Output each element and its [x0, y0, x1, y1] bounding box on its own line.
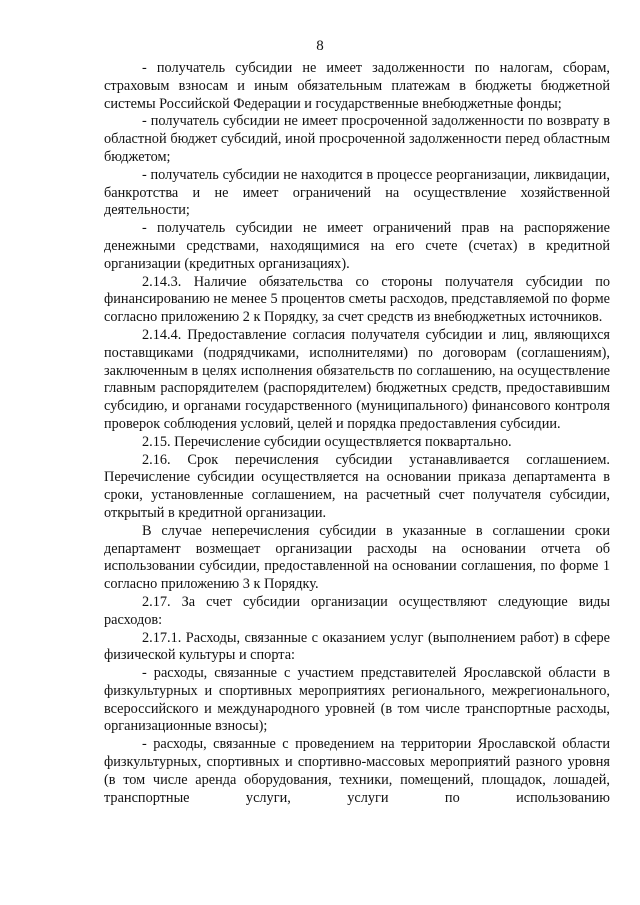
paragraph-2-15: 2.15. Перечисление субсидии осуществляется поквартально.	[142, 433, 512, 450]
paragraph-2-14-3: 2.14.3. Наличие обязательства со стороны получателя субсидии по финансированию не менее 5 процентов сметы расходов, представляемой по форме согласно приложению 2 к Порядку, за счет средств из внебюджетных источников.	[104, 273, 610, 326]
paragraph-no-account-restrictions: - получатель субсидии не имеет ограничений прав на распоряжение денежными средствами, находящимися на его счете (счетах) в кредитной организации (кредитных организациях).	[104, 220, 610, 272]
paragraph-no-overdue-debt: - получатель субсидии не имеет просроченной задолженности по возврату в областной бюджет субсидий, иной просроченной задолженности перед областным бюджетом;	[104, 113, 610, 165]
paragraph-hosting-expenses: - расходы, связанные с проведением на территории Ярославской области физкультурных, спортивных и спортивно-массовых мероприятий разного уровня (в том числе аренда оборудования, техники, помещений, площадок, лошадей, транспортные услуги, услуги по использованию	[104, 736, 610, 806]
paragraph-no-tax-debt: - получатель субсидии не имеет задолженности по налогам, сборам, страховым взносам и иным обязательным платежам в бюджеты бюджетной системы Российской Федерации и государственные внебюджетные фонды;	[104, 60, 610, 112]
paragraph-2-16: 2.16. Срок перечисления субсидии устанавливается соглашением. Перечисление субсидии осуществляется на основании приказа департамента в сроки, установленные соглашением, на расчетный счет получателя субсидии, открытый в кредитной организации.	[104, 451, 610, 521]
document-body	[104, 60, 610, 807]
paragraph-non-transfer-case: В случае неперечисления субсидии в указанные в соглашении сроки департамент возмещает организации расходы на основании отчета об использовании субсидии, предоставленной на основании соглашения, по форме 1 согласно приложению 3 к Порядку.	[104, 522, 610, 593]
page-number: 8	[316, 38, 324, 54]
paragraph-no-reorganization: - получатель субсидии не находится в процессе реорганизации, ликвидации, банкротства и не имеет ограничений на осуществление хозяйственной деятельности;	[104, 166, 610, 219]
paragraph-2-17: 2.17. За счет субсидии организации осуществляют следующие виды расходов:	[104, 593, 610, 628]
paragraph-participation-expenses: - расходы, связанные с участием представителей Ярославской области в физкультурных и спортивных мероприятиях регионального, межрегионального, всероссийского и международного уровней (в том числе транспортные расходы, организационные взносы);	[104, 665, 610, 735]
paragraph-2-14-4: 2.14.4. Предоставление согласия получателя субсидии и лиц, являющихся поставщиками (подрядчиками, исполнителями) по договорам (соглашениям), заключенным в целях исполнения обязательств по соглашению, на осуществление главным распорядителем (распорядителем) бюджетных средств, предоставившим субсидию, и органами государственного (муниципального) финансового контроля проверок соблюдения условий, целей и порядка предоставления субсидии.	[104, 326, 610, 432]
paragraph-2-17-1: 2.17.1. Расходы, связанные с оказанием услуг (выполнением работ) в сфере физической культуры и спорта:	[104, 629, 610, 664]
